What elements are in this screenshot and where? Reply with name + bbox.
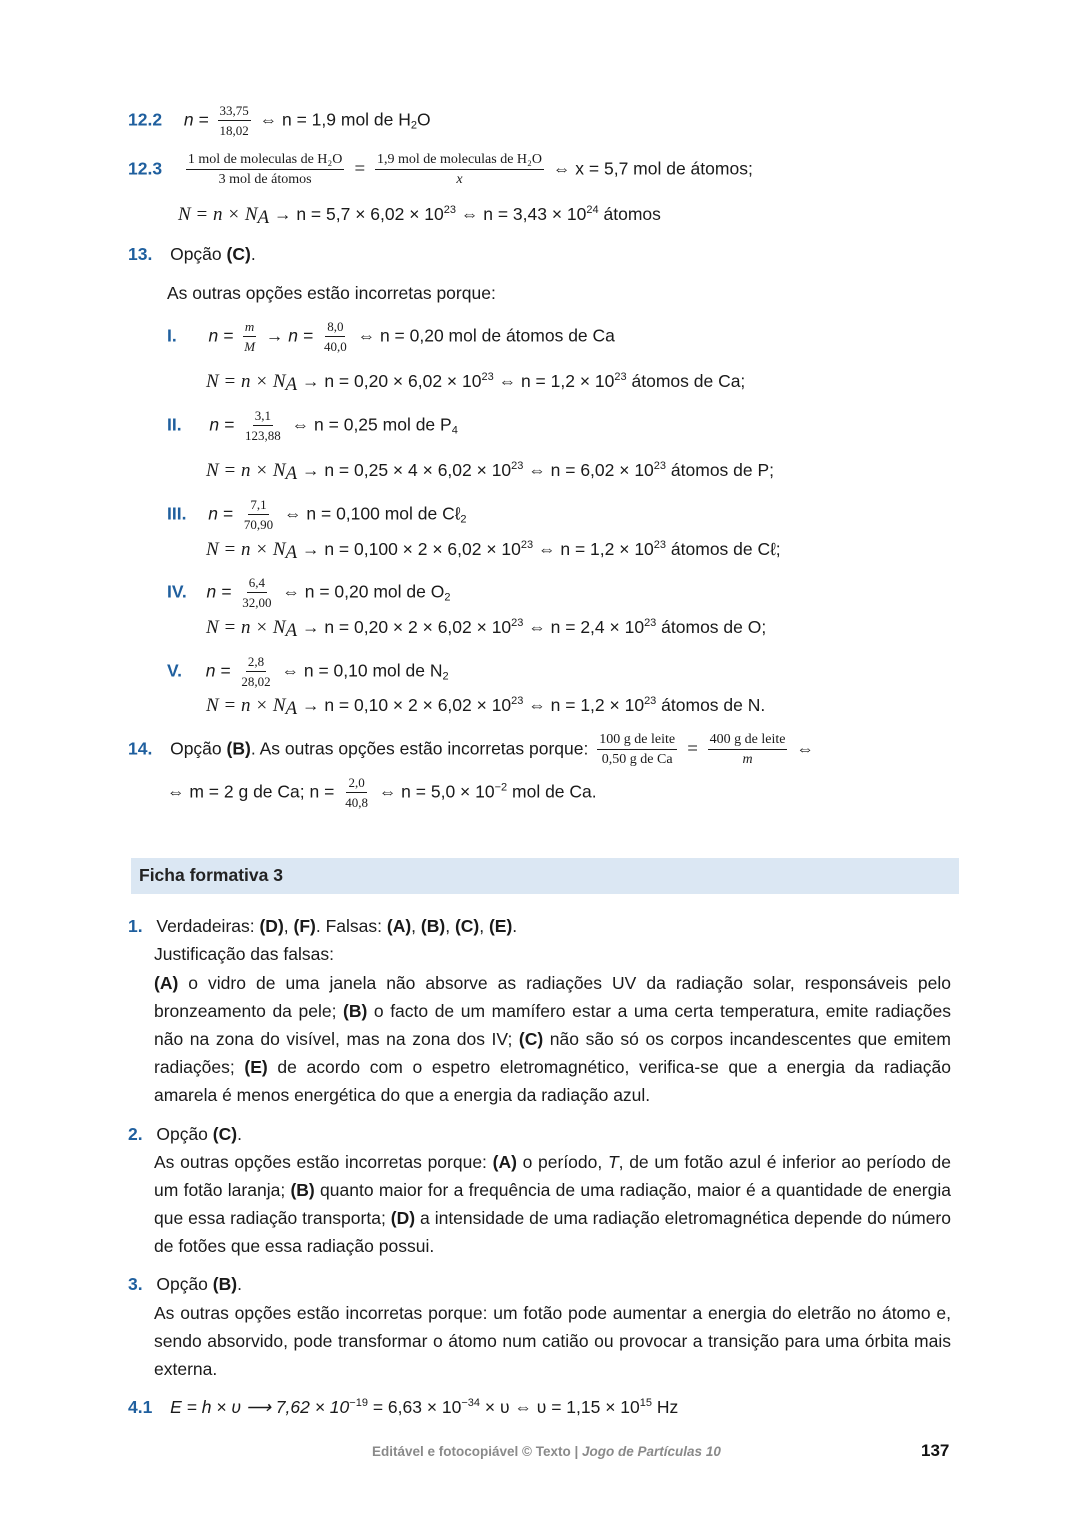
subitem-I: I. n = $\frac{m}{M}$ → n = $\frac{8,0}{40,0}$ ⇔ n = 0,20 mol de átomos de Ca — [167, 319, 615, 354]
item-label: 3. — [128, 1274, 143, 1294]
item-12-3: 12.3 $\frac{\text{1 mol de moleculas de H₂O}}{\text{3 mol de átomos}}$ = $\frac{\text{1,9 mol de moleculas de H₂O}}{x}$ ⇔ x = 5,7 mol de átomos; — [128, 152, 753, 187]
fraction: $\frac{2,8}{28,02}$ — [241, 654, 271, 689]
subitem-V-line-2: $N = n \times N_A \to n = 0,10 \times 2 \times 6,02 \times 10^{23}$ ⇔ $n = 1,2 \times 10^{23}$ átomos de N. — [206, 695, 766, 719]
ficha-item-2: 2. Opção (C). — [128, 1124, 242, 1144]
subitem-IV-line-2: $N = n \times N_A \to n = 0,20 \times 2 \times 6,02 \times 10^{23}$ ⇔ $n = 2,4 \times 10^{23}$ átomos de O; — [206, 617, 767, 641]
subitem-V: V. n = $\frac{2,8}{28,02}$ ⇔ n = 0,10 mol de $N_2$ — [167, 654, 449, 689]
item-12-2: 12.2 n = $\frac{33,75}{18,02}$ ⇔ n = 1,9 mol de $H_2O$ — [128, 103, 431, 138]
justification-heading: Justificação das falsas: — [154, 944, 334, 964]
subitem-II-line-2: $N = n \times N_A \to n = 0,25 \times 4 \times 6,02 \times 10^{23}$ ⇔ $n = 6,02 \times 10^{23}$ átomos de P; — [206, 460, 775, 484]
subitem-IV: IV. n = $\frac{6,4}{32,00}$ ⇔ n = 0,20 mol de $O_2$ — [167, 575, 451, 610]
fraction-m-over-M: $\frac{m}{M}$ — [244, 319, 256, 354]
subitem-III-line-2: $N = n \times N_A \to n = 0,100 \times 2 \times 6,02 \times 10^{23}$ ⇔ $n = 1,2 \times 10^{23}$ átomos de Cℓ; — [206, 539, 781, 563]
ficha-item-3-explanation: As outras opções estão incorretas porque: um fotão pode aumentar a energia do eletrão no átomo e, sendo absorvido, pode transformar o átomo num catião ou provocar a transição para uma órbita mais externa. — [154, 1303, 951, 1379]
fraction-2: $\frac{\text{400 g de leite}}{m}$ — [709, 732, 786, 767]
page-number: 137 — [921, 1441, 950, 1460]
fraction: $\frac{7,1}{70,90}$ — [243, 497, 274, 532]
fraction: $\frac{8,0}{40,0}$ — [323, 319, 347, 354]
fraction-1: $\frac{\text{100 g de leite}}{\text{0,50 g de Ca}}$ — [599, 732, 676, 767]
fraction: $\frac{6,4}{32,00}$ — [242, 575, 272, 610]
fraction: $\frac{33,75}{18,02}$ — [219, 103, 249, 138]
answer: (C) — [226, 244, 251, 264]
fraction-2: $\frac{\text{1,9 mol de moleculas de H₂O}}{x}$ — [376, 152, 543, 187]
item-13: 13. Opção (C). — [128, 244, 256, 264]
answer: (C) — [212, 1124, 238, 1144]
answer: (B) — [212, 1274, 238, 1294]
result: ⇔ x = 5,7 mol de átomos; — [552, 158, 753, 179]
fraction: $\frac{2,0}{40,8}$ — [345, 775, 368, 810]
item-12-3-line-2: $N = n \times N_A \to n = 5,7 \times 6,02 \times 10^{23}$ ⇔ $n = 3,43 \times 10^{24}$ átomos — [178, 204, 661, 228]
ficha-item-4-1: 4.1 E = h × υ ⟶ $7,62 \times 10^{-19} = 6,63 \times 10^{-34} \times \upsilon$ ⇔ $\upsilon = 1,15 \times 10^{15}$ Hz — [128, 1397, 679, 1417]
item-13-intro: As outras opções estão incorretas porque: — [167, 283, 496, 303]
item-label: 14. — [128, 738, 153, 759]
item-label: 2. — [128, 1124, 143, 1144]
ficha-item-1: 1. Verdadeiras: (D), (F). Falsas: (A), (B), (C), (E). — [128, 916, 518, 936]
book-title: Jogo de Partículas 10 — [582, 1444, 721, 1459]
answer: (B) — [226, 738, 251, 759]
fraction-1: $\frac{\text{1 mol de moleculas de H₂O}}{\text{3 mol de átomos}}$ — [187, 152, 343, 187]
item-label: 1. — [128, 916, 143, 936]
lhs: n = — [183, 109, 209, 130]
item-label: 12.3 — [128, 158, 163, 179]
ficha-item-1-justification: (A) o vidro de uma janela não absorve as radiações UV da radiação solar, responsáveis pelo bronzeamento da pele; (B) o facto de um mamífero estar a uma certa temperatura, emite radiações não na zona do visível, mas na zona dos IV; (C) não são só os corpos incandescentes que emitem radiações; (E) de acordo com o espetro eletromagnético, verifica-se que a energia da radiação amarela é menos energética do que a energia da radiação azul. — [154, 973, 951, 1105]
section-header — [131, 858, 959, 894]
subitem-II: II. n = $\frac{3,1}{123,88}$ ⇔ n = 0,25 mol de $P_4$ — [167, 408, 458, 443]
footer-credit: Editável e fotocopiável © Texto | Jogo de Partículas 10 — [372, 1444, 721, 1459]
ficha-item-3: 3. Opção (B). — [128, 1274, 242, 1294]
result: ⇔ n = 1,9 mol de H — [259, 109, 411, 130]
section-title: Ficha formativa 3 — [139, 865, 283, 885]
subitem-I-line-2: $N = n \times N_A \to n = 0,20 \times 6,02 \times 10^{23}$ ⇔ $n = 1,2 \times 10^{23}$ átomos de Ca; — [206, 371, 746, 395]
fraction: $\frac{3,1}{123,88}$ — [245, 408, 281, 443]
subitem-III: III. n = $\frac{7,1}{70,90}$ ⇔ n = 0,100 mol de Cℓ$_2$ — [167, 497, 467, 532]
ficha-item-2-explanation: As outras opções estão incorretas porque: (A) o período, T, de um fotão azul é inferior ao período de um fotão laranja; (B) quanto maior for a frequência de uma radiação, maior é a quantidade de energia que essa radiação transporta; (D) a intensidade de uma radiação eletromagnética depende do número de fotões que essa radiação possui. — [154, 1152, 951, 1256]
item-label: 4.1 — [128, 1397, 153, 1417]
item-label: 12.2 — [128, 109, 163, 130]
item-14-line-2: ⇔ m = 2 g de Ca; n = $\frac{2,0}{40,8}$ ⇔ $n = 5,0 \times 10^{-2}$ mol de Ca. — [167, 775, 597, 810]
item-label: 13. — [128, 244, 153, 264]
item-14: 14. Opção (B). As outras opções estão incorretas porque: $\frac{\text{100 g de leite}}{\text{0,50 g de Ca}}$ = $\frac{\text{400 g de leite}}{m}$ ⇔ — [128, 732, 814, 767]
